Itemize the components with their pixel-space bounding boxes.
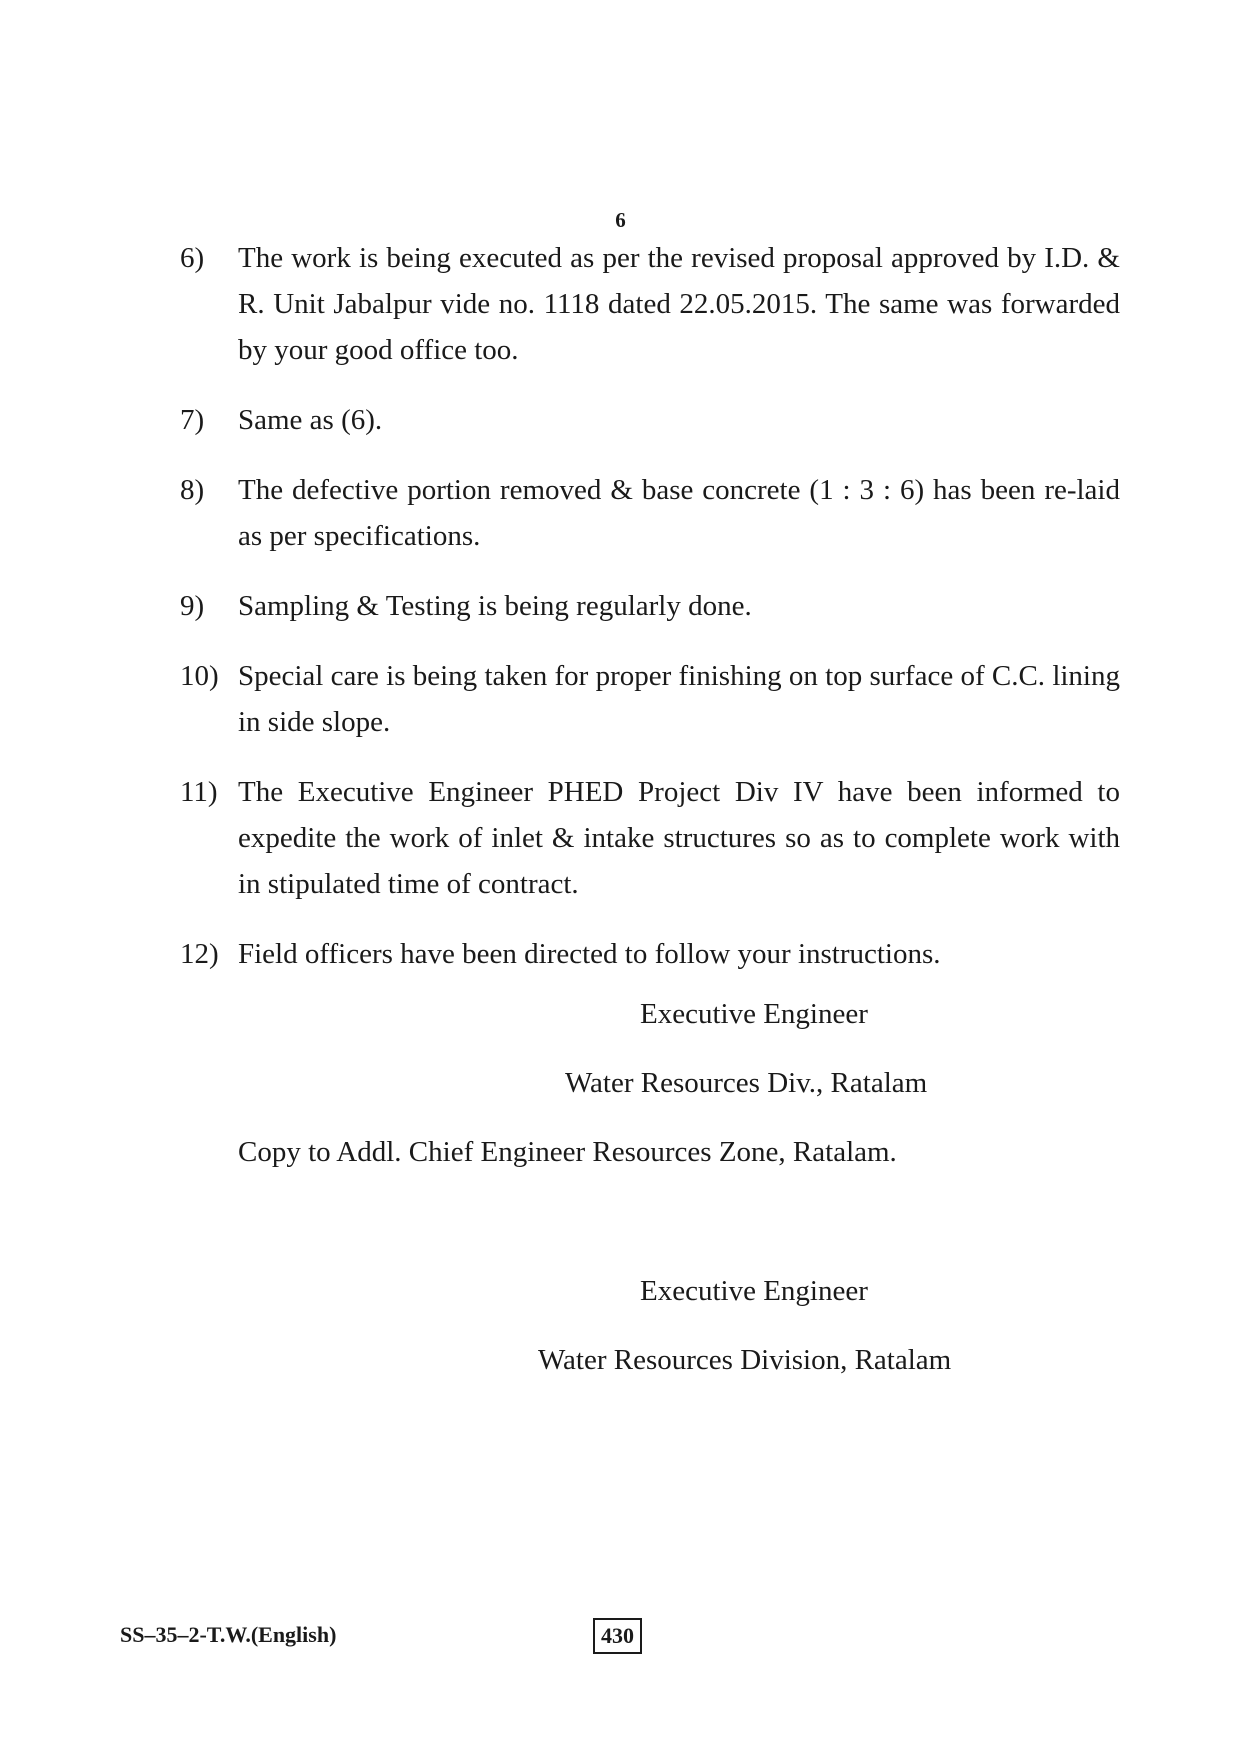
item-text: Field officers have been directed to follow your instructions. [238,938,941,970]
footer-page-box: 430 [593,1618,642,1654]
list-item [180,769,1120,907]
item-text: Special care is being taken for proper finishing on top surface of C.C. lining in side slope. [238,660,1120,738]
list-item [180,583,1120,629]
list-item [180,653,1120,745]
copy-to-line: Copy to Addl. Chief Engineer Resources Zone, Ratalam. [238,1136,897,1168]
list-item [180,397,1120,443]
item-number: 11) [180,776,218,808]
item-text: The defective portion removed & base concrete (1 : 3 : 6) has been re-laid as per specifications. [238,474,1120,552]
signature-1-title: Executive Engineer [640,998,868,1030]
list-item [180,931,1120,977]
list-item [180,235,1120,373]
item-text: Same as (6). [238,404,383,436]
numbered-list [180,235,1120,1001]
item-number: 10) [180,660,219,692]
document-code: SS–35–2-T.W.(English) [120,1622,337,1647]
item-text: The Executive Engineer PHED Project Div IV have been informed to expedite the work of inlet & intake structures so as to complete work with in stipulated time of contract. [238,776,1120,900]
page-number: 6 [615,208,626,232]
signature-1-office: Water Resources Div., Ratalam [565,1067,928,1099]
item-number: 6) [180,242,205,274]
item-number: 9) [180,590,205,622]
item-number: 12) [180,938,219,970]
item-number: 7) [180,404,205,436]
item-number: 8) [180,474,205,506]
list-item [180,467,1120,559]
item-text: Sampling & Testing is being regularly done. [238,590,752,622]
item-text: The work is being executed as per the revised proposal approved by I.D. & R. Unit Jabalpur vide no. 1118 dated 22.05.2015. The same was forwarded by your good office too. [238,242,1120,366]
signature-2-office: Water Resources Division, Ratalam [538,1344,952,1376]
signature-2-title: Executive Engineer [640,1275,868,1307]
